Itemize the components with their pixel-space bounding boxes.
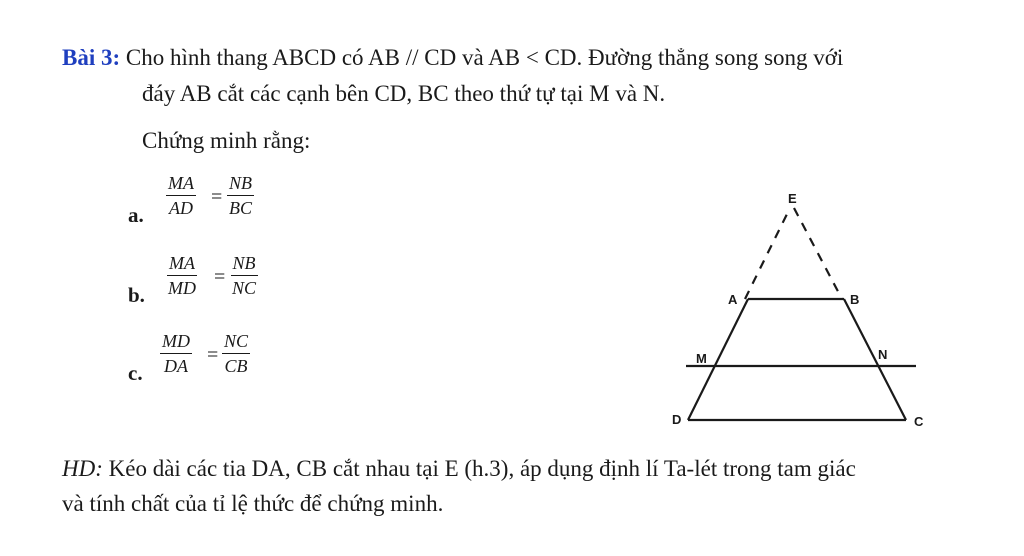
item-c-right-denominator: CB	[224, 356, 248, 376]
item-a-left-denominator: AD	[169, 198, 193, 218]
item-b-right-fraction	[230, 253, 258, 298]
item-a-equals: =	[211, 186, 223, 208]
problem-label: Bài 3:	[62, 45, 121, 70]
point-label-c: C	[914, 414, 924, 429]
item-c-left-denominator: DA	[164, 356, 188, 376]
item-b-marker: b.	[128, 283, 145, 307]
item-a-left-fraction	[166, 173, 196, 218]
item-b-left-fraction	[166, 253, 198, 298]
item-b-equals: =	[214, 266, 226, 288]
item-c-left-fraction	[160, 331, 192, 376]
dashed-line-eb	[794, 208, 842, 299]
problem-prompt: Chứng minh rằng:	[142, 128, 311, 153]
item-c-right-numerator: NC	[222, 331, 250, 354]
point-label-n: N	[878, 347, 888, 362]
hint-text-1: Kéo dài các tia DA, CB cắt nhau tại E (h.3), áp dụng định lí Ta-lét trong tam giác	[102, 456, 856, 481]
problem-line-1	[62, 44, 843, 72]
item-c-equals: =	[207, 344, 219, 366]
item-a-right-numerator: NB	[227, 173, 254, 196]
point-label-a: A	[728, 292, 738, 307]
point-label-e: E	[788, 191, 797, 206]
trapezoid-figure	[660, 180, 940, 430]
item-b-right-numerator: NB	[231, 253, 258, 276]
item-b-left-denominator: MD	[168, 278, 196, 298]
item-b-left-numerator: MA	[167, 253, 197, 276]
hint-label: HD:	[62, 456, 103, 481]
dashed-line-ae	[745, 208, 790, 299]
item-a-marker: a.	[128, 203, 144, 227]
problem-line-2: đáy AB cắt các cạnh bên CD, BC theo thứ tự tại M và N.	[142, 81, 666, 106]
item-c-left-numerator: MD	[160, 331, 192, 354]
item-c-right-fraction	[222, 331, 250, 376]
item-a-left-numerator: MA	[166, 173, 196, 196]
item-a-right-fraction	[227, 173, 254, 218]
hint-line-2: và tính chất của tỉ lệ thức để chứng minh.	[62, 491, 444, 516]
segment-bc	[844, 299, 906, 420]
item-a-right-denominator: BC	[229, 198, 253, 218]
item-b-right-denominator: NC	[232, 278, 257, 298]
item-c-marker: c.	[128, 361, 143, 385]
point-label-d: D	[672, 412, 682, 427]
point-label-b: B	[850, 292, 860, 307]
point-label-m: M	[696, 351, 707, 366]
problem-text-1: Cho hình thang ABCD có AB // CD và AB < CD. Đường thẳng song song với	[125, 45, 844, 70]
hint-line-1	[62, 455, 856, 483]
